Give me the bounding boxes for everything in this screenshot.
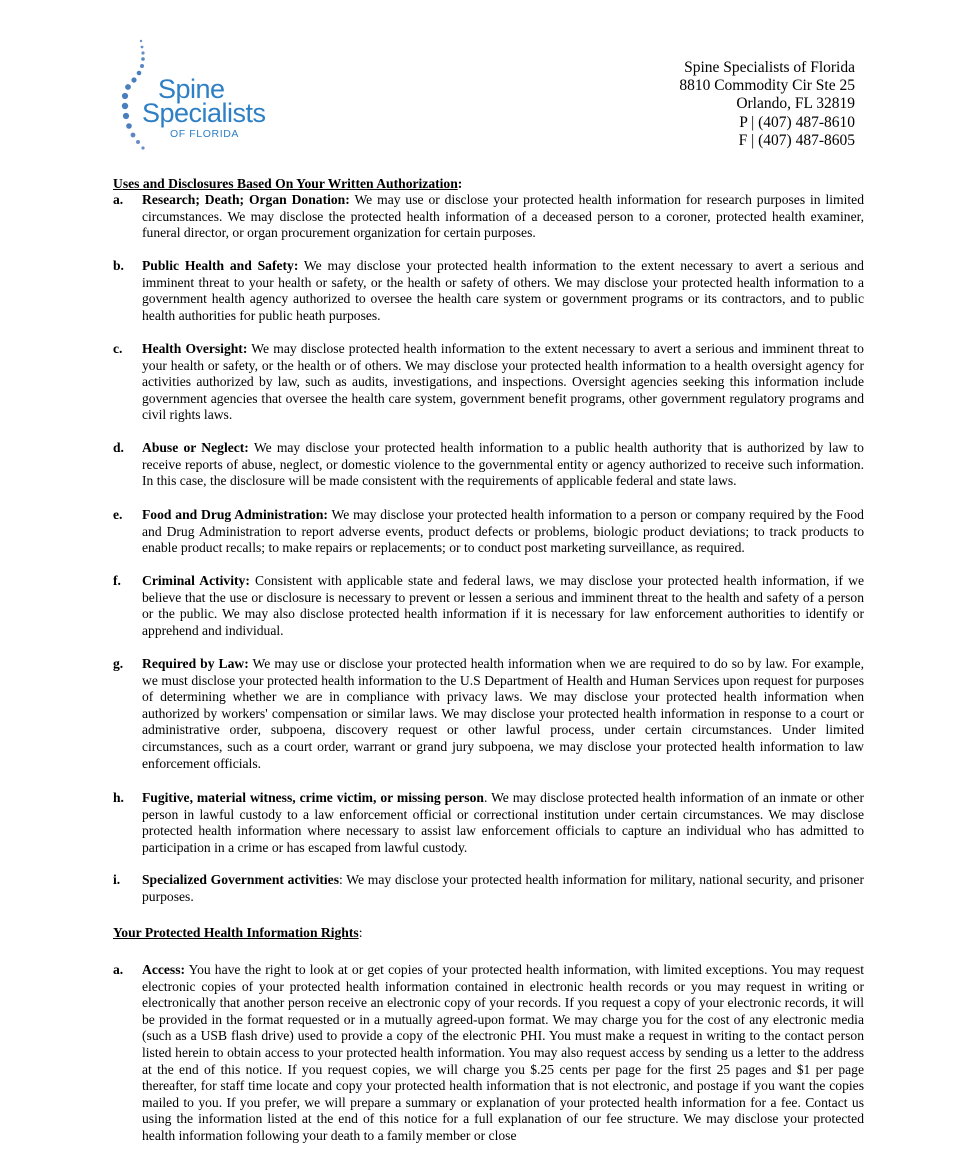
section-heading-authorization: Uses and Disclosures Based On Your Written Authorization: — [113, 176, 463, 191]
address-block — [679, 59, 855, 150]
list-item: f. Criminal Activity: Consistent with applicable state and federal laws, we may disclose your protected health information, if we believe that the use or disclosure is necessary to prevent or lessen a serious and imminent threat to the health and safety of a person or the public. We may also disclose protected health information if it is necessary for law enforcement authorities to identify or apprehend and individual. — [113, 573, 864, 638]
list-item: e. Food and Drug Administration: We may disclose your protected health information to a person or company required by the Food and Drug Administration to report adverse events, product defects or problems, biologic product deviations; to track products to enable product recalls; to make repairs or replacements; or to conduct post marketing surveillance, as required. — [113, 507, 864, 556]
logo-word-specialists: Specialists — [142, 98, 266, 128]
list-item: a. Research; Death; Organ Donation: We may use or disclose your protected health information for research purposes in limited circumstances. We may disclose the protected health information of a deceased person to a coroner, protected health examiner, funeral director, or organ procurement organization for certain purposes. — [113, 192, 865, 241]
address-fax: F | (407) 487-8605 — [738, 131, 855, 149]
list-item: h. Fugitive, material witness, crime victim, or missing person. We may disclose protected health information of an inmate or other person in lawful custody to a law enforcement official or correctional institution under certain circumstances. We may disclose protected health information where necessary to assist law enforcement officials to capture an individual who has admitted to participation in a crime or has escaped from lawful custody. — [113, 790, 864, 855]
list-item: b. Public Health and Safety: We may disclose your protected health information to the extent necessary to avert a serious and imminent threat to your health or safety, or the health or safety of others. We may disclose your protected health information to a government health agency authorized to oversee the health care system or government programs or its contractors, and to public health authorities for public heath purposes. — [113, 258, 864, 323]
company-logo — [112, 36, 292, 156]
section-heading-rights: Your Protected Health Information Rights: — [113, 925, 363, 940]
list-item: a. Access: You have the right to look at or get copies of your protected health information, with limited exceptions. You may request electronic copies of your protected health information contained in electronic health records or you may request in writing or electronically that another person receive an electronic copy of your records. If you request a copy of your electronic records, it will be provided in the format requested or in a mutually agreed-upon format. We may charge you for the cost of any electronic media (such as a USB flash drive) used to provide a copy of the electronic PHI. You must make a request in writing to the contact person listed herein to obtain access to your protected health information. You may also request access by sending us a letter to the address at the end of this notice. If you request copies, we will charge you $.25 cents per page for the first 25 pages and $1 per page thereafter, for staff time locate and copy your protected health information that is not electronic, and postage if you want the copies mailed to you. If you prefer, we will prepare a summary or explanation of your protected health information for a fee. Contact us using the information listed at the end of this notice for a full explanation of our fee structure. We may disclose your protected health information following your death to a family member or close — [113, 962, 864, 1143]
address-city: Orlando, FL 32819 — [736, 95, 855, 113]
address-phone: P | (407) 487-8610 — [739, 113, 855, 131]
list-item: d. Abuse or Neglect: We may disclose your protected health information to a public health authority that is authorized by law to receive reports of abuse, neglect, or domestic violence to the governmental entity or agency authorized to receive such information. In this case, the disclosure will be made consistent with the requirements of applicable federal and state laws. — [113, 440, 864, 489]
list-item: c. Health Oversight: We may disclose protected health information to the extent necessary to avert a serious and imminent threat to your health or safety, or the health or of others. We may disclose your protected health information to a health oversight agency for activities authorized by law, such as audits, investigations, and inspections. Oversight agencies seeking this information include government agencies that oversee the health care system, government benefit programs, other government regulatory programs and civil rights laws. — [113, 341, 864, 423]
address-name: Spine Specialists of Florida — [684, 59, 855, 76]
list-item: i. Specialized Government activities: We may disclose your protected health information for military, national security, and prisoner purposes. — [113, 872, 864, 904]
address-street: 8810 Commodity Cir Ste 25 — [679, 77, 855, 95]
logo-word-spine: Spine — [158, 74, 225, 104]
list-item: g. Required by Law: We may use or disclose your protected health information when we are required to do so by law. For example, we must disclose your protected health information to the U.S Department of Health and Human Services upon request for purposes of determining whether we are in compliance with privacy laws. We may disclose your protected health information when authorized by workers' compensation or similar laws. We may disclose your protected health information in response to a court or administrative order, subpoena, discovery request or other lawful process, under certain circumstances. Under limited circumstances, such as a court order, warrant or grand jury subpoena, we may disclose your protected health information to law enforcement officials. — [113, 656, 864, 771]
logo-word-of-florida: OF FLORIDA — [170, 128, 240, 140]
